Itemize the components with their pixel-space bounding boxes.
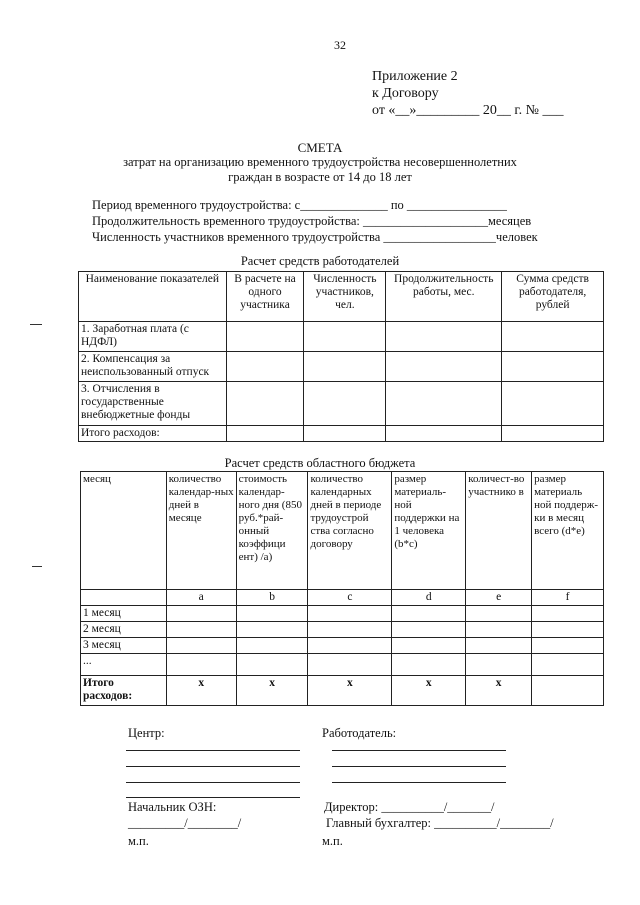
t1-row-label: 1. Заработная плата (с НДФЛ) — [79, 322, 227, 352]
t2-month-label: ... — [81, 654, 167, 676]
employer-funds-table — [78, 271, 604, 442]
t2-month-label: 3 месяц — [81, 638, 167, 654]
document-subtitle-1: затрат на организацию временного трудоустройства несовершеннолетних — [123, 155, 517, 169]
table-row — [81, 638, 604, 654]
ozn-head-label: Начальник ОЗН: — [128, 800, 217, 814]
t2-letter: f — [532, 590, 604, 606]
t2-total-cell: x — [166, 676, 236, 706]
center-label: Центр: — [128, 726, 165, 740]
participants-line: Численность участников временного трудоустройства __________________человек — [92, 230, 538, 244]
employer-signature-line — [332, 750, 506, 751]
t2-month-label: 1 месяц — [81, 606, 167, 622]
center-signature-line — [126, 750, 300, 751]
t1-header-sum: Сумма средств работодателя, рублей — [502, 272, 604, 322]
ozn-head-signature: _________/________/ — [128, 816, 242, 830]
table-row — [81, 606, 604, 622]
table-row — [79, 426, 604, 442]
budget-table-caption: Расчет средств областного бюджета — [224, 456, 416, 470]
t2-letter: e — [466, 590, 532, 606]
appendix-line-3: от «__»_________ 20__ г. № ___ — [372, 103, 564, 118]
t1-total-label: Итого расходов: — [79, 426, 227, 442]
t2-header-support-total: размер материаль ной поддерж-ки в месяц всего (d*e) — [532, 472, 604, 590]
table-row — [81, 654, 604, 676]
t2-header-participants: количест-во участнико в — [466, 472, 532, 590]
t2-total-cell: x — [308, 676, 392, 706]
duration-line: Продолжительность временного трудоустройства: ____________________месяцев — [92, 214, 532, 228]
margin-mark — [30, 324, 42, 325]
document-subtitle-2: граждан в возрасте от 14 до 18 лет — [228, 170, 412, 184]
table-row — [79, 352, 604, 382]
t1-header-indicator: Наименование показателей — [79, 272, 227, 322]
t2-total-cell: x — [466, 676, 532, 706]
t2-total-cell: x — [392, 676, 466, 706]
employer-signature-line — [332, 782, 506, 783]
appendix-line-2: к Договору — [372, 86, 439, 101]
appendix-line-1: Приложение 2 — [372, 69, 458, 84]
page-number: 32 — [334, 38, 346, 52]
table-row — [81, 622, 604, 638]
t2-letter: a — [166, 590, 236, 606]
regional-budget-table — [80, 471, 604, 706]
t2-letter: b — [236, 590, 308, 606]
t2-letter: c — [308, 590, 392, 606]
table-row — [79, 382, 604, 426]
margin-mark — [32, 566, 42, 567]
t1-header-per-participant: В расчете на одного участника — [226, 272, 304, 322]
t2-month-label: 2 месяц — [81, 622, 167, 638]
t1-header-participants: Численность участников, чел. — [304, 272, 386, 322]
period-line: Период временного трудоустройства: с______________ по ________________ — [92, 198, 507, 212]
t2-total-cell: x — [236, 676, 308, 706]
t2-header-day-cost: стоимость календар-ного дня (850 руб.*рай-онный коэффици ент) /a) — [236, 472, 308, 590]
table-row — [81, 676, 604, 706]
table-row — [79, 322, 604, 352]
t2-header-support-per-person: размер материаль-ной поддержки на 1 человека (b*c) — [392, 472, 466, 590]
t2-total-label: Итого расходов: — [81, 676, 167, 706]
employer-stamp-label: м.п. — [322, 834, 343, 848]
appendix-heading — [372, 68, 563, 119]
table-row — [81, 590, 604, 606]
t2-header-month: месяц — [81, 472, 167, 590]
accountant-signature: Главный бухгалтер: __________/________/ — [326, 816, 554, 830]
employer-label: Работодатель: — [322, 726, 397, 740]
center-signature-line — [126, 782, 300, 783]
employer-signature-line — [332, 766, 506, 767]
t2-header-days-in-month: количество календар-ных дней в месяце — [166, 472, 236, 590]
director-signature: Директор: __________/_______/ — [324, 800, 495, 814]
center-stamp-label: м.п. — [128, 834, 149, 848]
center-signature-line — [126, 766, 300, 767]
employer-table-caption: Расчет средств работодателей — [240, 254, 400, 268]
t1-header-duration: Продолжительность работы, мес. — [386, 272, 502, 322]
t2-letter: d — [392, 590, 466, 606]
t1-row-label: 3. Отчисления в государственные внебюджетные фонды — [79, 382, 227, 426]
t2-total-cell — [532, 676, 604, 706]
t2-header-days-in-period: количество календарных дней в периоде трудоустрой ства согласно договору — [308, 472, 392, 590]
center-signature-line — [126, 797, 300, 798]
t1-row-label: 2. Компенсация за неиспользованный отпуск — [79, 352, 227, 382]
document-title: СМЕТА — [297, 140, 343, 155]
t2-letter — [81, 590, 167, 606]
